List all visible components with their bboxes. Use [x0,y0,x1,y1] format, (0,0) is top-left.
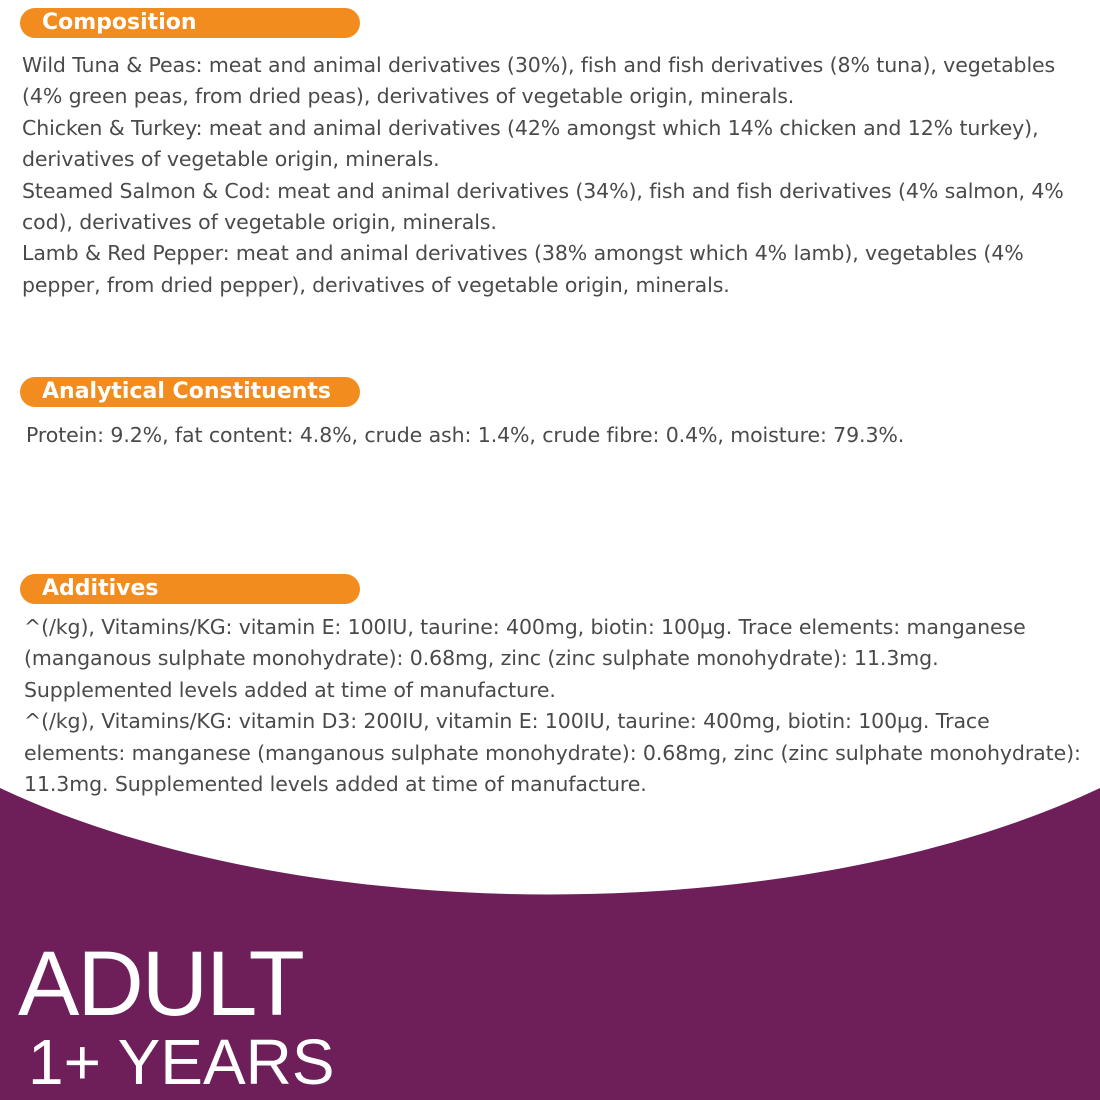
composition-line-chicken: Chicken & Turkey: meat and animal derivatives (42% amongst which 14% chicken and 12% turkey), derivatives of vegetable origin, minerals. [22,115,1039,172]
age-badge-line1: ADULT [18,933,303,1035]
composition-text [22,50,1082,301]
additives-line-2: ^(/kg), Vitamins/KG: vitamin D3: 200IU, vitamin E: 100IU, taurine: 400mg, biotin: 100µg. Trace elements: manganese (manganous sulphate monohydrate): 0.68mg, zinc (zinc sulphate monohydrate): 11.3mg. Supplemented levels added at time of manufacture. [24,709,1081,797]
composition-heading: Composition [20,8,360,38]
composition-line-lamb: Lamb & Red Pepper: meat and animal derivatives (38% amongst which 4% lamb), vegetables (4% pepper, from dried pepper), derivatives of vegetable origin, minerals. [22,241,1024,297]
analytical-line: Protein: 9.2%, fat content: 4.8%, crude ash: 1.4%, crude fibre: 0.4%, moisture: 79.3%. [26,423,905,447]
age-badge [18,933,335,1098]
additives-heading: Additives [20,574,360,604]
additives-line-1: ^(/kg), Vitamins/KG: vitamin E: 100IU, taurine: 400mg, biotin: 100µg. Trace elements: manganese (manganous sulphate monohydrate): 0.68mg, zinc (zinc sulphate monohydrate): 11.3mg. Supplemented levels added at time of manufacture. [24,615,1026,702]
analytical-heading: Analytical Constituents [20,377,360,407]
composition-line-salmon: Steamed Salmon & Cod: meat and animal derivatives (34%), fish and fish derivatives (4% salmon, 4% cod), derivatives of vegetable origin, minerals. [22,178,1064,235]
additives-text [24,612,1084,800]
age-badge-line2: 1+ YEARS [28,1026,335,1098]
composition-line-tuna: Wild Tuna & Peas: meat and animal derivatives (30%), fish and fish derivatives (8% tuna), vegetables (4% green peas, from dried peas), derivatives of vegetable origin, minerals. [22,53,1056,109]
analytical-text [26,420,1086,451]
